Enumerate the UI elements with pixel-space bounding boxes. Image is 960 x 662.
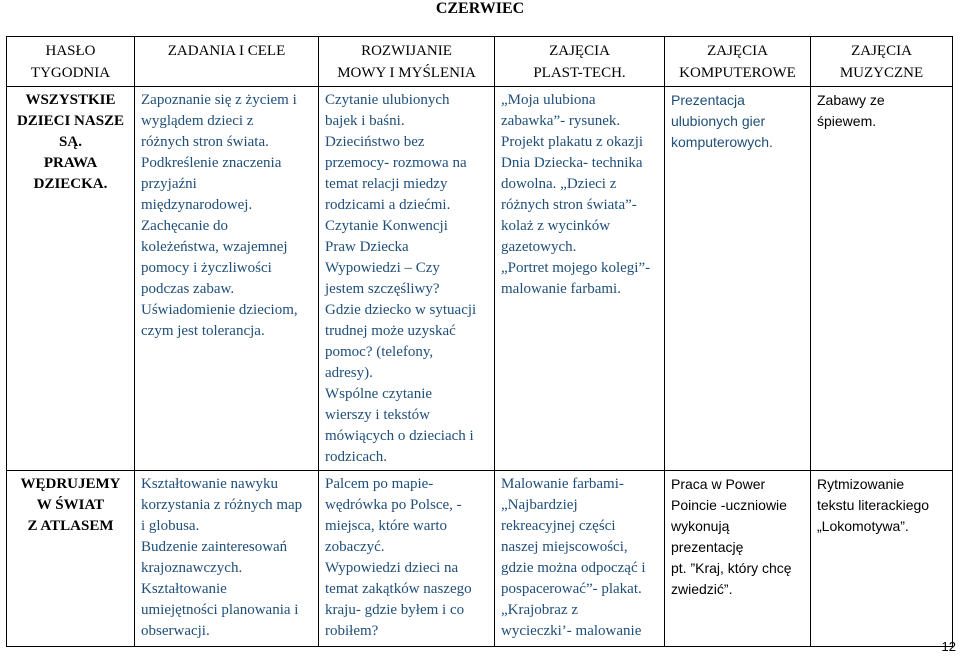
header-theme: HASŁO TYGODNIA <box>7 37 135 87</box>
computer-cell: Prezentacja ulubionych gier komputerowych. <box>665 87 811 471</box>
speech-cell: Czytanie ulubionych bajek i baśni. Dzieciństwo bez przemocy- rozmowa na temat relacji miedzy rodzicami a dziećmi. Czytanie Konwencji Praw Dziecka Wypowiedzi – Czy jestem szczęśliwy? Gdzie dziecko w sytuacji trudnej może uzyskać pomoc? (telefony, adresy). Wspólne czytanie wierszy i tekstów mówiących o dzieciach i rodzicach. <box>319 87 495 471</box>
week-theme-cell: WSZYSTKIE DZIECI NASZE SĄ. PRAWA DZIECKA. <box>7 87 135 471</box>
music-cell: Rytmizowanie tekstu literackiego „Lokomotywa”. <box>811 471 953 647</box>
header-music: ZAJĘCIA MUZYCZNE <box>811 37 953 87</box>
art-cell: „Moja ulubiona zabawka”- rysunek. Projekt plakatu z okazji Dnia Dziecka- technika dowolna. „Dzieci z różnych stron świata”- kolaż z wycinków gazetowych. „Portret mojego kolegi”- malowanie farbami. <box>495 87 665 471</box>
speech-cell: Palcem po mapie- wędrówka po Polsce, - miejsca, które warto zobaczyć. Wypowiedzi dzieci na temat zakątków naszego kraju- gdzie byłem i co robiłem? <box>319 471 495 647</box>
music-cell: Zabawy ze śpiewem. <box>811 87 953 471</box>
lesson-plan-table <box>6 36 953 647</box>
goals-cell: Kształtowanie nawyku korzystania z różnych map i globusa. Budzenie zainteresowań krajoznawczych. Kształtowanie umiejętności planowania i obserwacji. <box>135 471 319 647</box>
header-goals: ZADANIA I CELE <box>135 37 319 87</box>
page-number: 12 <box>941 639 956 654</box>
header-computer: ZAJĘCIA KOMPUTEROWE <box>665 37 811 87</box>
header-speech: ROZWIJANIE MOWY I MYŚLENIA <box>319 37 495 87</box>
table-row <box>7 471 953 647</box>
computer-cell: Praca w Power Poincie -uczniowie wykonują prezentację pt. ”Kraj, który chcę zwiedzić”. <box>665 471 811 647</box>
goals-cell: Zapoznanie się z życiem i wyglądem dzieci z różnych stron świata. Podkreślenie znaczenia przyjaźni międzynarodowej. Zachęcanie do koleżeństwa, wzajemnej pomocy i życzliwości podczas zabaw. Uświadomienie dzieciom, czym jest tolerancja. <box>135 87 319 471</box>
week-theme-cell: WĘDRUJEMY W ŚWIAT Z ATLASEM <box>7 471 135 647</box>
page-title: CZERWIEC <box>435 0 525 17</box>
header-art: ZAJĘCIA PLAST-TECH. <box>495 37 665 87</box>
table-row <box>7 87 953 471</box>
art-cell: Malowanie farbami- „Najbardziej rekreacyjnej części naszej miejscowości, gdzie można odpocząć i pospacerować”- plakat. „Krajobraz z wycieczki’- malowanie <box>495 471 665 647</box>
header-row <box>7 37 953 87</box>
